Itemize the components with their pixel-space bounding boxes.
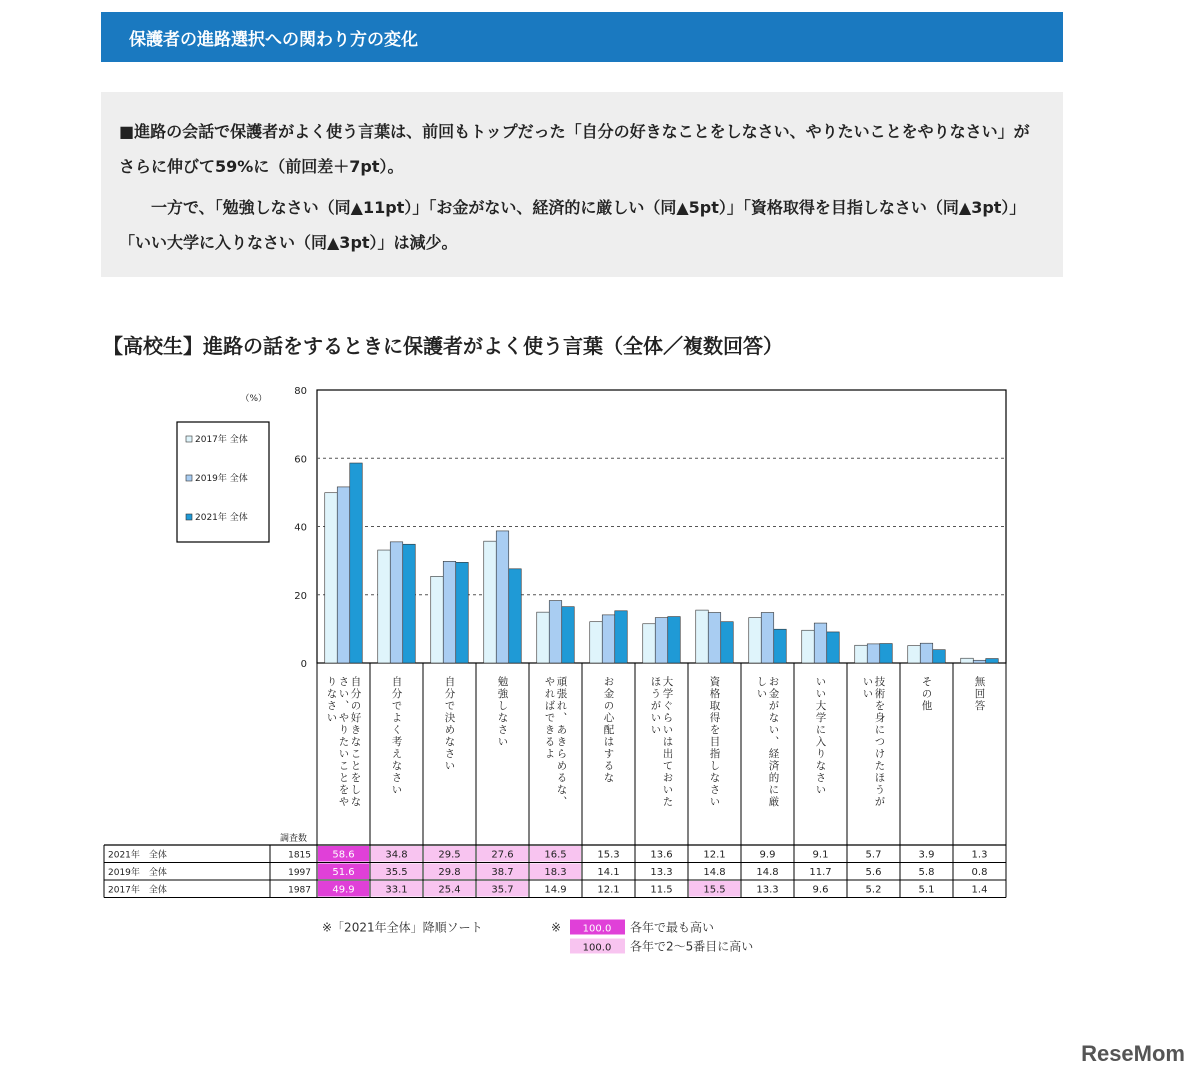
cell-value: 16.5	[544, 849, 567, 861]
y-tick-label: 80	[294, 386, 307, 397]
bar-1-10	[802, 630, 815, 663]
cell-value: 5.8	[918, 867, 935, 878]
bar-3-12	[933, 650, 946, 663]
chart-title: 【高校生】進路の話をするときに保護者がよく使う言葉（全体／複数回答）	[103, 334, 783, 358]
summary-paragraph-1: ■進路の会話で保護者がよく使う言葉は、前回もトップだった「自分の好きなことをしなさい、やりたいことをやりなさい」がさらに伸びて59%に（前回差＋7pt）。	[119, 122, 1030, 176]
cell-value: 13.3	[650, 867, 673, 878]
bar-3-9	[774, 629, 787, 663]
key-label-top: 各年で最も高い	[630, 920, 715, 935]
cell-value: 27.6	[491, 849, 514, 861]
bar-1-12	[908, 646, 921, 663]
category-label-9	[756, 676, 780, 808]
y-tick-label: 60	[294, 454, 307, 466]
key-mark: ※	[551, 920, 562, 935]
bar-1-4	[484, 541, 497, 663]
cell-value: 34.8	[385, 849, 408, 861]
y-tick-label: 40	[294, 522, 307, 534]
category-label-text: 自分でよく考えなさい	[390, 676, 403, 796]
bar-2-9	[761, 612, 774, 663]
bar-2-1	[337, 487, 350, 663]
category-label-12	[921, 676, 933, 712]
cell-value: 14.1	[597, 867, 620, 878]
cell-value: 5.7	[865, 849, 882, 861]
category-label-text: 無回答	[973, 676, 986, 712]
bar-3-13	[986, 659, 999, 663]
bar-2-8	[708, 612, 721, 663]
category-label-text: いい大学に入りなさい	[814, 676, 827, 796]
bar-1-13	[961, 658, 974, 663]
category-label-text: 資格取得を目指しなさい	[708, 676, 721, 808]
bar-2-11	[867, 644, 880, 663]
category-label-text: しい	[755, 676, 768, 700]
bar-2-6	[602, 615, 615, 663]
legend-swatch	[186, 436, 192, 442]
cell-value: 49.9	[332, 884, 355, 896]
bar-1-3	[431, 576, 444, 663]
cell-value: 35.7	[491, 884, 514, 896]
cell-value: 11.5	[650, 884, 673, 896]
bar-1-8	[696, 610, 709, 663]
category-label-text: やればできるよ	[543, 676, 556, 760]
key-label-second: 各年で2～5番目に高い	[630, 939, 754, 954]
cell-value: 18.3	[544, 867, 567, 878]
cell-value: 9.1	[812, 849, 829, 861]
cell-value: 1.4	[971, 884, 988, 896]
cell-value: 15.5	[703, 884, 726, 896]
bar-2-12	[920, 643, 933, 663]
row-n: 1987	[288, 885, 311, 896]
row-n: 1997	[288, 868, 311, 878]
cell-value: 5.1	[918, 884, 935, 896]
bar-2-13	[973, 660, 986, 663]
category-label-8	[709, 675, 721, 808]
category-label-6	[603, 676, 615, 784]
y-tick-label: 0	[300, 659, 307, 670]
category-label-text: 大学ぐらいは出ておいた	[661, 676, 674, 808]
category-label-text: 頑張れ、あきらめるな、	[555, 676, 568, 808]
category-label-text: いい	[861, 676, 874, 700]
bar-1-6	[590, 622, 603, 663]
cell-value: 12.1	[703, 849, 726, 861]
y-tick-label: 20	[294, 590, 307, 602]
bar-2-3	[443, 561, 456, 663]
cell-value: 13.6	[650, 849, 673, 861]
category-label-text: その他	[920, 676, 933, 712]
bar-1-1	[325, 493, 338, 663]
row-n: 1815	[288, 850, 311, 861]
row-label: 2017年 全体	[108, 885, 167, 896]
bar-3-8	[721, 622, 734, 663]
bar-2-10	[814, 623, 827, 663]
cell-value: 5.2	[865, 884, 882, 896]
cell-value: 9.9	[759, 849, 776, 861]
key-value-second: 100.0	[582, 942, 612, 954]
cell-value: 15.3	[597, 849, 620, 861]
legend-swatch	[186, 475, 192, 481]
cell-value: 25.4	[438, 884, 461, 896]
cell-value: 58.6	[332, 849, 355, 861]
category-label-10	[815, 676, 827, 796]
category-label-7	[650, 675, 674, 808]
cell-value: 12.1	[597, 884, 620, 896]
cell-value: 9.6	[812, 884, 829, 896]
cell-value: 33.1	[385, 884, 408, 896]
category-label-text: さい、やりたいことをや	[337, 676, 350, 808]
category-label-text: 技術を身につけたほうが	[873, 676, 886, 808]
legend-label: 2019年 全体	[195, 474, 248, 484]
summary-paragraph-2: 一方で、「勉強しなさい（同▲11pt）」「お金がない、経済的に厳しい（同▲5pt）」「資格取得を目指しなさい（同▲3pt）」「いい大学に入りなさい（同▲3pt）」は減少。	[119, 198, 1026, 252]
category-label-2	[391, 675, 403, 796]
category-label-text: りなさい	[325, 676, 338, 724]
category-label-text: 勉強しなさい	[496, 676, 509, 748]
category-label-4	[497, 675, 509, 748]
cell-value: 3.9	[918, 849, 935, 861]
category-label-11	[862, 675, 886, 808]
cell-value: 11.7	[809, 867, 832, 878]
cell-value: 51.6	[332, 867, 355, 878]
bar-1-7	[643, 624, 656, 663]
section-header	[101, 12, 1063, 62]
bar-chart	[0, 380, 1201, 960]
category-label-13	[974, 675, 986, 712]
category-label-text: ほうがいい	[649, 676, 662, 736]
bar-1-5	[537, 612, 550, 663]
row-label: 2021年 全体	[108, 850, 167, 861]
bar-3-5	[562, 607, 575, 663]
bar-2-4	[496, 531, 509, 663]
bar-3-11	[880, 644, 893, 663]
legend-label: 2017年 全体	[195, 435, 248, 445]
n-header: 調査数	[279, 834, 308, 844]
bar-3-6	[615, 611, 628, 663]
bar-2-5	[549, 601, 562, 663]
category-label-5	[544, 676, 568, 808]
resemom-logo: ReseMom	[1081, 1041, 1185, 1066]
cell-value: 5.6	[865, 867, 882, 878]
key-value-top: 100.0	[582, 923, 612, 935]
cell-value: 14.9	[544, 884, 567, 896]
cell-value: 35.5	[385, 867, 408, 878]
category-label-3	[444, 675, 456, 772]
legend-label: 2021年 全体	[195, 513, 248, 523]
category-label-text: お金の心配はするな	[602, 676, 615, 784]
bar-3-4	[509, 569, 522, 663]
bar-1-2	[378, 550, 391, 663]
cell-value: 29.5	[438, 849, 461, 861]
legend-swatch	[186, 514, 192, 520]
bar-3-10	[827, 632, 840, 663]
category-label-text: 自分で決めなさい	[443, 676, 456, 772]
category-label-text: お金がない、経済的に厳	[767, 676, 780, 808]
cell-value: 1.3	[971, 849, 988, 861]
bar-2-2	[390, 542, 403, 663]
row-label: 2019年 全体	[108, 868, 167, 878]
cell-value: 38.7	[491, 867, 514, 878]
bar-3-1	[350, 463, 363, 663]
bar-1-9	[749, 618, 762, 663]
cell-value: 14.8	[756, 867, 779, 878]
bar-3-7	[668, 617, 681, 663]
bar-2-7	[655, 618, 668, 663]
section-title: 保護者の進路選択への関わり方の変化	[129, 29, 418, 50]
sort-note: ※「2021年全体」降順ソート	[322, 920, 483, 935]
cell-value: 0.8	[971, 867, 988, 878]
summary-box	[101, 92, 1063, 277]
bar-1-11	[855, 645, 868, 663]
bar-3-2	[403, 544, 416, 663]
category-label-text: 自分の好きなことをしな	[349, 676, 362, 808]
bar-3-3	[456, 562, 469, 663]
cell-value: 29.8	[438, 867, 461, 878]
category-label-1	[326, 675, 362, 808]
cell-value: 14.8	[703, 867, 726, 878]
cell-value: 13.3	[756, 884, 779, 896]
y-unit-label: （%）	[240, 394, 267, 404]
